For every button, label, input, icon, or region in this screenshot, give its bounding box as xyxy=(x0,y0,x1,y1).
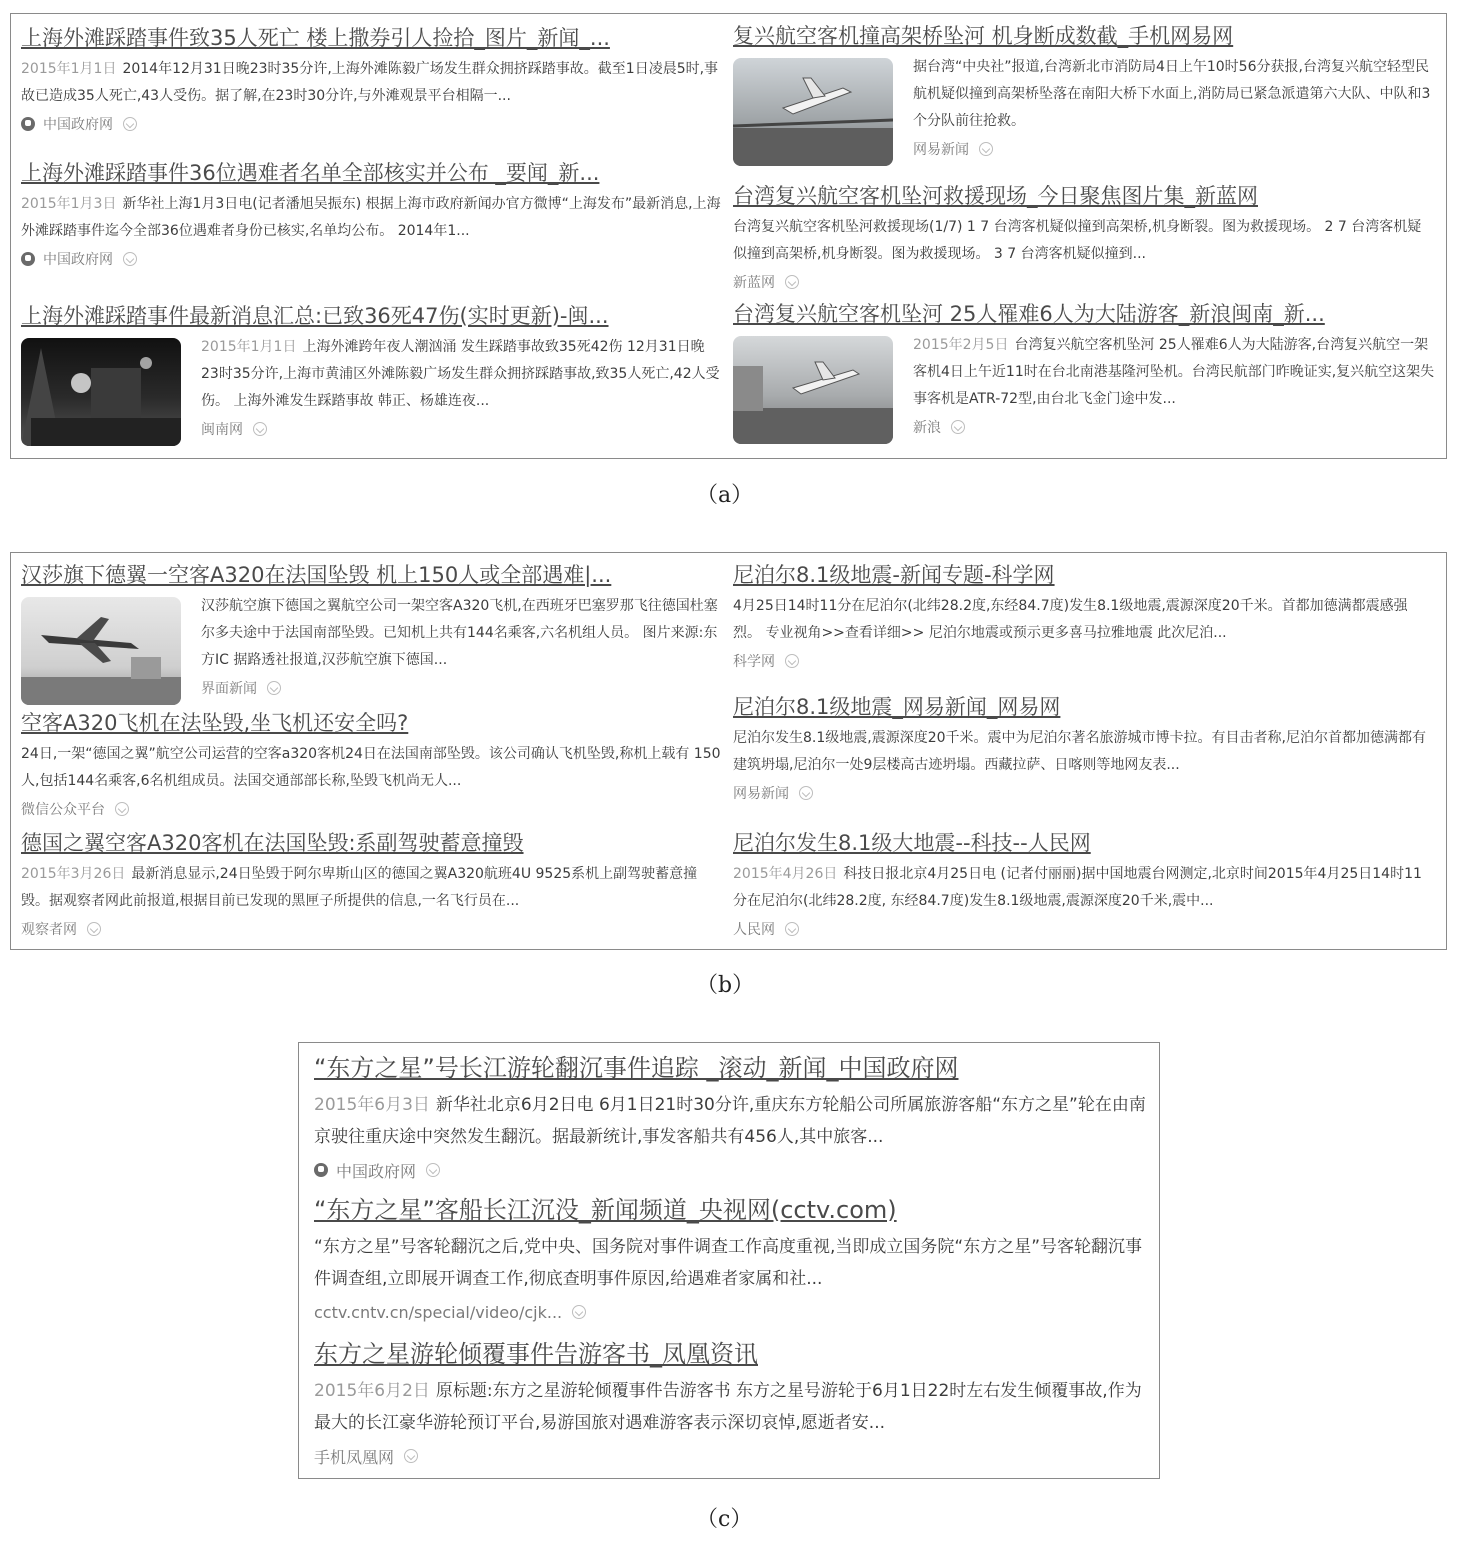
result-title-link[interactable]: 尼泊尔发生8.1级大地震--科技--人民网 xyxy=(733,831,1091,855)
result-source: 中国政府网 xyxy=(43,252,113,268)
result-date: 2015年2月5日 xyxy=(913,337,1009,353)
result-title-link[interactable]: 德国之翼空客A320客机在法国坠毁:系副驾驶蓄意撞毁 xyxy=(21,831,524,855)
dropdown-circle-icon[interactable] xyxy=(253,422,267,436)
result-snippet: 台湾复兴航空客机坠河 25人罹难6人为大陆游客,台湾复兴航空一架客机4日上午近11时在台北南港基隆河坠机。台湾民航部门昨晚证实,复兴航空这架失事客机是ATR-72型,由台北飞金门途中发... xyxy=(913,337,1435,407)
result-source: 网易新闻 xyxy=(913,142,969,158)
result-snippet: 科技日报北京4月25日电 (记者付丽丽)据中国地震台网测定,北京时间2015年4月25日14时11分在尼泊尔(北纬28.2度, 东经84.7度)发生8.1级地震,震源深度20千米,震中... xyxy=(733,866,1422,909)
list-item xyxy=(733,182,1435,294)
list-item xyxy=(21,561,723,703)
result-date: 2015年1月3日 xyxy=(21,196,117,212)
result-date: 2015年6月3日 xyxy=(314,1095,430,1115)
dropdown-circle-icon[interactable] xyxy=(572,1305,586,1319)
result-title-link[interactable]: 上海外滩踩踏事件最新消息汇总:已致36死47伤(实时更新)-闽... xyxy=(21,304,609,328)
dropdown-circle-icon[interactable] xyxy=(123,117,137,131)
result-source: 科学网 xyxy=(733,654,775,670)
gov-emblem-icon xyxy=(314,1163,328,1177)
dropdown-circle-icon[interactable] xyxy=(267,681,281,695)
result-snippet: 新华社上海1月3日电(记者潘旭吴振东) 根据上海市政府新闻办官方微博“上海发布”最新消息,上海外滩踩踏事件迄今全部36位遇难者身份已核实,名单均公布。 2014年1... xyxy=(21,196,721,239)
result-title-link[interactable]: 尼泊尔8.1级地震-新闻专题-科学网 xyxy=(733,563,1055,587)
list-item xyxy=(21,159,721,271)
airplane-image-icon xyxy=(21,597,181,705)
night-crowd-image-icon xyxy=(21,338,181,446)
result-snippet: 汉莎航空旗下德国之翼航空公司一架空客A320飞机,在西班牙巴塞罗那飞往德国杜塞尔多夫途中于法国南部坠毁。已知机上共有144名乘客,六名机组人员。 图片来源:东方IC 据路透社报道,汉莎航空旗下德国... xyxy=(201,598,718,668)
result-title-link[interactable]: 台湾复兴航空客机坠河 25人罹难6人为大陆游客_新浪闽南_新... xyxy=(733,302,1325,326)
result-title-link[interactable]: 尼泊尔8.1级地震_网易新闻_网易网 xyxy=(733,695,1061,719)
result-source: 人民网 xyxy=(733,922,775,938)
result-source: cctv.cntv.cn/special/video/cjk... xyxy=(314,1302,563,1322)
result-source: 微信公众平台 xyxy=(21,802,105,818)
list-item xyxy=(733,22,1435,164)
dropdown-circle-icon[interactable] xyxy=(404,1449,418,1463)
result-snippet: 4月25日14时11分在尼泊尔(北纬28.2度,东经84.7度)发生8.1级地震,震源深度20千米。首都加德满都震感强烈。 专业视角>>查看详细>> 尼泊尔地震或预示更多喜马拉雅地震 此次尼泊... xyxy=(733,598,1408,641)
dropdown-circle-icon[interactable] xyxy=(979,142,993,156)
result-title-link[interactable]: 台湾复兴航空客机坠河救援现场_今日聚焦图片集_新蓝网 xyxy=(733,184,1258,208)
result-source: 新浪 xyxy=(913,420,941,436)
gov-emblem-icon xyxy=(21,117,35,131)
result-snippet: 最新消息显示,24日坠毁于阿尔卑斯山区的德国之翼A320航班4U 9525系机上副驾驶蓄意撞毁。据观察者网此前报道,根据目前已发现的黑匣子所提供的信息,一名飞行员在... xyxy=(21,866,698,909)
list-item xyxy=(21,709,723,821)
list-item xyxy=(733,561,1435,673)
result-source: 网易新闻 xyxy=(733,786,789,802)
result-date: 2015年1月1日 xyxy=(201,339,297,355)
result-snippet: 新华社北京6月2日电 6月1日21时30分许,重庆东方轮船公司所属旅游客船“东方之星”轮在由南京驶往重庆途中突然发生翻沉。据最新统计,事发客船共有456人,其中旅客... xyxy=(314,1095,1146,1147)
result-title-link[interactable]: 东方之星游轮倾覆事件告游客书_凤凰资讯 xyxy=(314,1340,758,1368)
dropdown-circle-icon[interactable] xyxy=(115,802,129,816)
plane-bridge-thumbnail-2[interactable] xyxy=(733,336,893,444)
list-item xyxy=(733,693,1435,805)
result-date: 2015年4月26日 xyxy=(733,866,838,882)
result-title-link[interactable]: 汉莎旗下德翼一空客A320在法国坠毁 机上150人或全部遇难|... xyxy=(21,563,612,587)
panel-b xyxy=(10,552,1447,950)
list-item xyxy=(314,1193,1146,1327)
dropdown-circle-icon[interactable] xyxy=(426,1163,440,1177)
plane-crash-image-icon xyxy=(733,58,893,166)
panel-c xyxy=(298,1042,1160,1479)
result-title-link[interactable]: “东方之星”客船长江沉没_新闻频道_央视网(cctv.com) xyxy=(314,1196,897,1224)
dropdown-circle-icon[interactable] xyxy=(951,420,965,434)
list-item xyxy=(314,1337,1146,1471)
panel-a xyxy=(10,13,1447,459)
dropdown-circle-icon[interactable] xyxy=(87,922,101,936)
result-title-link[interactable]: 上海外滩踩踏事件致35人死亡 楼上撒券引人捡拾_图片_新闻_... xyxy=(21,26,610,50)
list-item xyxy=(314,1051,1146,1185)
dropdown-circle-icon[interactable] xyxy=(785,654,799,668)
result-title-link[interactable]: 上海外滩踩踏事件36位遇难者名单全部核实并公布 _要闻_新... xyxy=(21,161,600,185)
dropdown-circle-icon[interactable] xyxy=(123,252,137,266)
plane-crash-image-icon xyxy=(733,336,893,444)
result-snippet: “东方之星”号客轮翻沉之后,党中央、国务院对事件调查工作高度重视,当即成立国务院“东方之星”号客轮翻沉事件调查组,立即展开调查工作,彻底查明事件原因,给遇难者家属和社... xyxy=(314,1237,1143,1289)
dropdown-circle-icon[interactable] xyxy=(785,922,799,936)
result-date: 2015年1月1日 xyxy=(21,61,117,77)
result-snippet: 24日,一架“德国之翼”航空公司运营的空客a320客机24日在法国南部坠毁。该公司确认飞机坠毁,称机上载有 150人,包括144名乘客,6名机组成员。法国交通部部长称,坠毁飞机尚无人... xyxy=(21,746,721,789)
result-snippet: 据台湾“中央社”报道,台湾新北市消防局4日上午10时56分获报,台湾复兴航空轻型民航机疑似撞到高架桥坠落在南阳大桥下水面上,消防局已紧急派遣第六大队、中队和3个分队前往抢救。 xyxy=(913,59,1431,129)
list-item xyxy=(733,300,1435,442)
dropdown-circle-icon[interactable] xyxy=(785,275,799,289)
result-source: 闽南网 xyxy=(201,422,243,438)
result-snippet: 上海外滩跨年夜人潮汹涌 发生踩踏事故致35死42伤 12月31日晚23时35分许,上海市黄浦区外滩陈毅广场发生群众拥挤踩踏事故,致35人死亡,42人受伤。 上海外滩发生踩踏事故 韩正、杨雄连夜... xyxy=(201,339,720,409)
caption-b: （b） xyxy=(696,973,755,998)
result-title-link[interactable]: 复兴航空客机撞高架桥坠河 机身断成数截_手机网易网 xyxy=(733,24,1234,48)
caption-c: （c） xyxy=(696,1507,753,1532)
result-source: 界面新闻 xyxy=(201,681,257,697)
result-source: 手机凤凰网 xyxy=(314,1447,395,1467)
night-crowd-thumbnail[interactable] xyxy=(21,338,181,446)
result-source: 观察者网 xyxy=(21,922,77,938)
list-item xyxy=(21,24,721,136)
result-source: 新蓝网 xyxy=(733,275,775,291)
result-snippet: 2014年12月31日晚23时35分许,上海外滩陈毅广场发生群众拥挤踩踏事故。截至1日凌晨5时,事故已造成35人死亡,43人受伤。据了解,在23时30分许,与外滩观景平台相隔一... xyxy=(21,61,719,104)
airplane-thumbnail[interactable] xyxy=(21,597,181,705)
result-source: 中国政府网 xyxy=(336,1161,417,1181)
caption-a: （a） xyxy=(696,483,754,508)
list-item xyxy=(733,829,1435,941)
result-date: 2015年3月26日 xyxy=(21,866,126,882)
result-snippet: 台湾复兴航空客机坠河救援现场(1/7) 1 7 台湾客机疑似撞到高架桥,机身断裂。图为救援现场。 2 7 台湾客机疑似撞到高架桥,机身断裂。图为救援现场。 3 7 台湾客机疑似撞到... xyxy=(733,219,1422,262)
list-item xyxy=(21,302,721,444)
dropdown-circle-icon[interactable] xyxy=(799,786,813,800)
result-snippet: 原标题:东方之星游轮倾覆事件告游客书 东方之星号游轮于6月1日22时左右发生倾覆事故,作为最大的长江豪华游轮预订平台,易游国旅对遇难游客表示深切哀悼,愿逝者安... xyxy=(314,1381,1142,1433)
result-source: 中国政府网 xyxy=(43,117,113,133)
result-title-link[interactable]: “东方之星”号长江游轮翻沉事件追踪 _滚动_新闻_中国政府网 xyxy=(314,1054,959,1082)
gov-emblem-icon xyxy=(21,252,35,266)
list-item xyxy=(21,829,723,941)
result-snippet: 尼泊尔发生8.1级地震,震源深度20千米。震中为尼泊尔著名旅游城市博卡拉。有目击者称,尼泊尔首都加德满都有建筑坍塌,尼泊尔一处9层楼高古迹坍塌。西藏拉萨、日喀则等地网友表... xyxy=(733,730,1426,773)
plane-bridge-thumbnail[interactable] xyxy=(733,58,893,166)
result-title-link[interactable]: 空客A320飞机在法坠毁,坐飞机还安全吗? xyxy=(21,711,409,735)
result-date: 2015年6月2日 xyxy=(314,1381,430,1401)
